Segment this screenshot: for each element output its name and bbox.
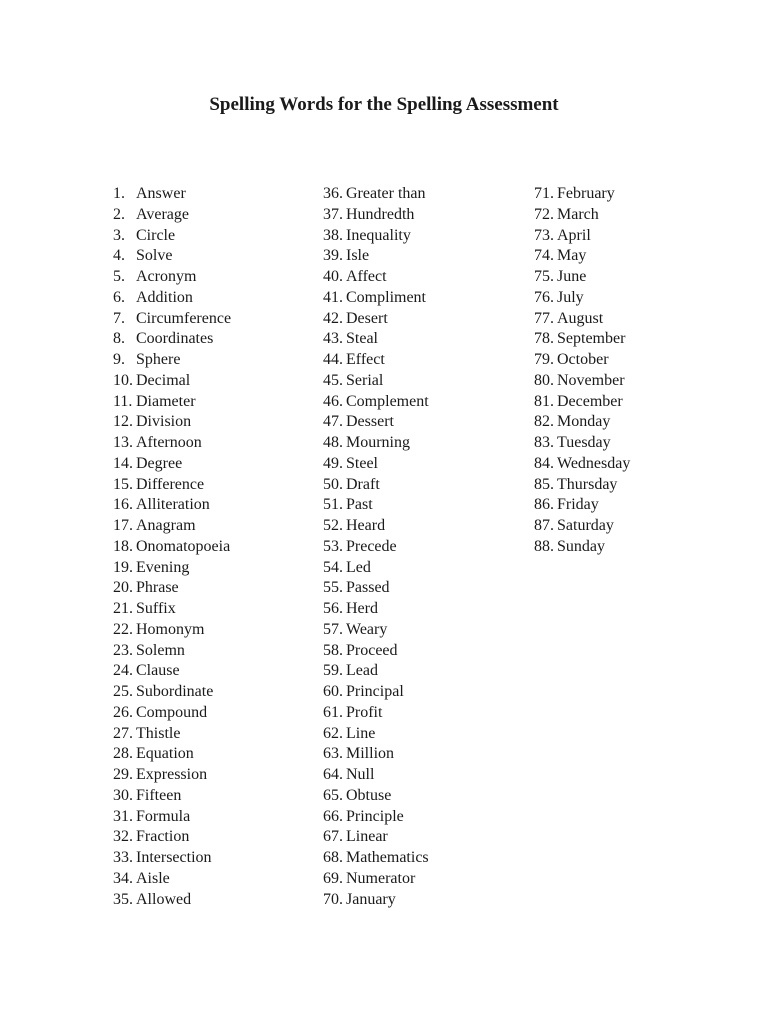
word-number: 63. <box>323 745 343 763</box>
spelling-word-item <box>323 495 429 516</box>
word-number: 21. <box>113 600 133 617</box>
spelling-word: Formula <box>136 807 191 825</box>
word-number: 1. <box>113 185 125 202</box>
spelling-word: Intersection <box>136 849 212 866</box>
spelling-word-item <box>323 765 429 786</box>
word-number: 31. <box>113 807 133 825</box>
spelling-word-item <box>113 205 231 226</box>
spelling-word: Addition <box>136 288 193 306</box>
spelling-word: Solemn <box>136 641 185 659</box>
word-number: 56. <box>323 600 343 617</box>
word-number: 44. <box>323 351 343 368</box>
spelling-word-item <box>534 371 630 392</box>
spelling-word: Mourning <box>346 434 410 451</box>
spelling-word: Circumference <box>136 309 232 327</box>
word-number: 68. <box>323 849 343 866</box>
spelling-word-item <box>534 329 630 350</box>
spelling-word: January <box>346 890 396 908</box>
spelling-word: Steel <box>346 454 378 472</box>
spelling-word: Million <box>346 745 395 763</box>
spelling-word: Diameter <box>136 392 196 410</box>
spelling-word-item <box>113 537 231 558</box>
word-number: 47. <box>323 413 343 431</box>
word-number: 76. <box>534 288 554 306</box>
spelling-word-item <box>323 184 429 205</box>
word-number: 54. <box>323 558 343 576</box>
spelling-word-item <box>534 288 630 309</box>
spelling-word-item <box>113 246 231 267</box>
page-title: Spelling Words for the Spelling Assessment <box>209 94 559 115</box>
word-number: 84. <box>534 454 554 472</box>
word-number: 69. <box>323 869 343 887</box>
word-number: 83. <box>534 434 554 451</box>
spelling-word: Average <box>136 205 189 223</box>
word-number: 35. <box>113 890 133 908</box>
spelling-word: Obtuse <box>346 786 392 804</box>
spelling-word: Desert <box>346 309 388 327</box>
spelling-word-item <box>113 288 231 309</box>
spelling-word: Passed <box>346 579 390 597</box>
spelling-word: Afternoon <box>136 434 202 451</box>
spelling-word: Numerator <box>346 869 416 887</box>
spelling-word: Answer <box>136 185 186 202</box>
word-number: 72. <box>534 205 554 223</box>
word-number: 3. <box>113 226 125 244</box>
spelling-word-item <box>323 433 429 454</box>
spelling-word-item <box>113 329 231 350</box>
spelling-word-item <box>323 392 429 413</box>
spelling-word-item <box>534 537 630 558</box>
spelling-word-item <box>323 682 429 703</box>
spelling-word: Thistle <box>136 724 181 742</box>
spelling-word-item <box>534 205 630 226</box>
word-number: 18. <box>113 537 133 555</box>
spelling-word-item <box>113 703 231 724</box>
spelling-word: Aisle <box>136 869 170 887</box>
spelling-word: Compliment <box>346 288 426 306</box>
word-number: 82. <box>534 413 554 431</box>
spelling-word-item <box>113 827 231 848</box>
spelling-word-item <box>323 599 429 620</box>
spelling-word-item <box>113 184 231 205</box>
spelling-word-item <box>534 475 630 496</box>
spelling-word-item <box>113 661 231 682</box>
spelling-word: Steal <box>346 330 378 348</box>
spelling-word-item <box>113 890 231 911</box>
spelling-word: Thursday <box>557 475 618 493</box>
word-number: 20. <box>113 579 133 597</box>
spelling-word: Weary <box>346 620 388 638</box>
word-number: 46. <box>323 392 343 410</box>
word-column-3 <box>534 184 630 558</box>
spelling-word: Null <box>346 766 375 783</box>
spelling-word-item <box>323 869 429 890</box>
spelling-word: Complement <box>346 392 429 410</box>
spelling-word-item <box>113 309 231 330</box>
spelling-word: Isle <box>346 247 370 265</box>
spelling-word: Profit <box>346 703 383 721</box>
word-number: 64. <box>323 766 343 783</box>
word-number: 70. <box>323 890 343 908</box>
spelling-word-item <box>113 848 231 869</box>
word-number: 85. <box>534 475 554 493</box>
word-number: 11. <box>113 392 133 410</box>
spelling-word: Affect <box>346 268 387 285</box>
spelling-word: Principal <box>346 683 404 700</box>
spelling-word-item <box>113 558 231 579</box>
spelling-word-item <box>113 495 231 516</box>
word-number: 41. <box>323 288 343 306</box>
word-number: 71. <box>534 185 554 202</box>
spelling-word-item <box>323 267 429 288</box>
spelling-word: Acronym <box>136 268 197 285</box>
spelling-word: Precede <box>346 537 397 555</box>
spelling-word-item <box>323 558 429 579</box>
spelling-word-item <box>323 246 429 267</box>
spelling-word: May <box>557 247 587 265</box>
word-number: 62. <box>323 724 343 742</box>
word-number: 51. <box>323 496 343 514</box>
spelling-word: Lead <box>346 662 378 680</box>
word-number: 87. <box>534 517 554 534</box>
spelling-word: Coordinates <box>136 330 214 348</box>
spelling-word: Monday <box>557 413 611 431</box>
spelling-word-item <box>113 392 231 413</box>
word-number: 19. <box>113 558 133 576</box>
spelling-word: Draft <box>346 475 380 493</box>
word-number: 67. <box>323 828 343 846</box>
spelling-word-item <box>323 454 429 475</box>
spelling-word: Degree <box>136 454 183 472</box>
spelling-word-item <box>323 827 429 848</box>
word-number: 13. <box>113 434 133 451</box>
word-number: 42. <box>323 309 343 327</box>
word-number: 33. <box>113 849 133 866</box>
spelling-word-item <box>323 288 429 309</box>
spelling-word-item <box>323 703 429 724</box>
spelling-word-item <box>323 786 429 807</box>
spelling-word: Linear <box>346 828 388 846</box>
spelling-word-item <box>113 433 231 454</box>
spelling-word-item <box>323 412 429 433</box>
word-number: 26. <box>113 703 133 721</box>
word-number: 49. <box>323 454 343 472</box>
word-number: 7. <box>113 309 125 327</box>
word-number: 86. <box>534 496 554 514</box>
spelling-word-item <box>323 848 429 869</box>
spelling-word-item <box>113 578 231 599</box>
spelling-word-item <box>534 350 630 371</box>
spelling-word-item <box>534 392 630 413</box>
spelling-word-item <box>323 516 429 537</box>
spelling-word-item <box>534 184 630 205</box>
spelling-word: December <box>557 392 623 410</box>
spelling-word: Onomatopoeia <box>136 537 231 555</box>
spelling-word-item <box>534 495 630 516</box>
word-number: 77. <box>534 309 554 327</box>
spelling-word-item <box>113 226 231 247</box>
word-number: 25. <box>113 683 133 700</box>
spelling-word-item <box>534 267 630 288</box>
word-number: 4. <box>113 247 125 265</box>
spelling-word-item <box>113 765 231 786</box>
spelling-word: July <box>557 288 584 306</box>
spelling-word-item <box>534 516 630 537</box>
spelling-word: Greater than <box>346 185 426 202</box>
spelling-word: Subordinate <box>136 683 214 700</box>
word-number: 37. <box>323 205 343 223</box>
word-number: 65. <box>323 786 343 804</box>
word-number: 80. <box>534 371 554 389</box>
word-number: 8. <box>113 330 125 348</box>
spelling-word: Allowed <box>136 890 192 908</box>
spelling-word-item <box>113 350 231 371</box>
word-number: 28. <box>113 745 133 763</box>
word-number: 78. <box>534 330 554 348</box>
spelling-word: Herd <box>346 600 378 617</box>
word-number: 29. <box>113 766 133 783</box>
spelling-word: Saturday <box>557 517 614 534</box>
spelling-word-item <box>534 454 630 475</box>
spelling-word: Division <box>136 413 192 431</box>
spelling-word: April <box>557 226 591 244</box>
word-number: 61. <box>323 703 343 721</box>
spelling-word-item <box>113 724 231 745</box>
spelling-word-item <box>113 744 231 765</box>
word-number: 23. <box>113 641 133 659</box>
word-number: 58. <box>323 641 343 659</box>
spelling-word: Expression <box>136 766 208 783</box>
word-number: 74. <box>534 247 554 265</box>
word-number: 75. <box>534 268 554 285</box>
word-number: 66. <box>323 807 343 825</box>
spelling-word-item <box>323 890 429 911</box>
word-number: 2. <box>113 205 125 223</box>
spelling-word-item <box>113 620 231 641</box>
spelling-word: Heard <box>346 517 386 534</box>
spelling-word-item <box>323 537 429 558</box>
spelling-word-item <box>323 724 429 745</box>
word-number: 57. <box>323 620 343 638</box>
spelling-word-item <box>113 786 231 807</box>
word-number: 50. <box>323 475 343 493</box>
spelling-word-item <box>113 454 231 475</box>
spelling-word: Tuesday <box>557 434 611 451</box>
spelling-word: Circle <box>136 226 176 244</box>
spelling-word: Anagram <box>136 517 196 534</box>
spelling-word: March <box>557 205 599 223</box>
spelling-word: Suffix <box>136 600 176 617</box>
spelling-word: Fifteen <box>136 786 182 804</box>
word-number: 15. <box>113 475 133 493</box>
spelling-word: Difference <box>136 475 205 493</box>
word-number: 5. <box>113 268 125 285</box>
spelling-word-item <box>113 869 231 890</box>
spelling-word-item <box>113 412 231 433</box>
word-number: 88. <box>534 537 554 555</box>
spelling-word-item <box>323 578 429 599</box>
spelling-word: Evening <box>136 558 190 576</box>
spelling-word-item <box>113 807 231 828</box>
spelling-word-item <box>113 599 231 620</box>
spelling-word-item <box>323 350 429 371</box>
spelling-word-item <box>534 309 630 330</box>
spelling-word: Dessert <box>346 413 394 431</box>
spelling-word: Clause <box>136 662 180 680</box>
spelling-word: Wednesday <box>557 454 631 472</box>
spelling-word-item <box>534 226 630 247</box>
word-number: 34. <box>113 869 133 887</box>
spelling-word: Mathematics <box>346 849 429 866</box>
word-number: 40. <box>323 268 343 285</box>
spelling-word: Past <box>346 496 373 514</box>
spelling-word: Solve <box>136 247 173 265</box>
spelling-word-item <box>323 661 429 682</box>
spelling-word: Effect <box>346 351 385 368</box>
word-number: 16. <box>113 496 133 514</box>
word-number: 81. <box>534 392 554 410</box>
spelling-word: Equation <box>136 745 194 763</box>
spelling-word-item <box>113 641 231 662</box>
word-number: 59. <box>323 662 343 680</box>
spelling-word: Inequality <box>346 226 411 244</box>
word-number: 48. <box>323 434 343 451</box>
spelling-word-item <box>113 516 231 537</box>
spelling-word: February <box>557 185 615 202</box>
spelling-word: Serial <box>346 371 384 389</box>
spelling-word-item <box>323 744 429 765</box>
word-number: 73. <box>534 226 554 244</box>
word-number: 14. <box>113 454 133 472</box>
spelling-word-item <box>113 475 231 496</box>
spelling-word-item <box>323 371 429 392</box>
spelling-word-item <box>113 267 231 288</box>
word-number: 79. <box>534 351 554 368</box>
spelling-word-item <box>534 412 630 433</box>
word-column-2 <box>323 184 429 910</box>
spelling-word: August <box>557 309 604 327</box>
word-number: 36. <box>323 185 343 202</box>
spelling-word: Homonym <box>136 620 205 638</box>
word-number: 60. <box>323 683 343 700</box>
word-number: 9. <box>113 351 125 368</box>
spelling-word-item <box>323 620 429 641</box>
spelling-word: Sphere <box>136 351 181 368</box>
word-number: 30. <box>113 786 133 804</box>
spelling-word-item <box>534 246 630 267</box>
spelling-word: November <box>557 371 625 389</box>
spelling-word-item <box>113 371 231 392</box>
spelling-word: October <box>557 351 609 368</box>
spelling-word: Led <box>346 558 371 576</box>
spelling-word-item <box>323 475 429 496</box>
spelling-word-item <box>323 641 429 662</box>
word-number: 45. <box>323 371 343 389</box>
spelling-word: Principle <box>346 807 404 825</box>
word-number: 43. <box>323 330 343 348</box>
word-number: 10. <box>113 371 133 389</box>
spelling-word-item <box>323 807 429 828</box>
word-column-1 <box>113 184 231 910</box>
spelling-word: Sunday <box>557 537 605 555</box>
spelling-word: Alliteration <box>136 496 210 514</box>
word-number: 12. <box>113 413 133 431</box>
spelling-word-item <box>323 309 429 330</box>
word-number: 24. <box>113 662 133 680</box>
spelling-word: Friday <box>557 496 599 514</box>
word-number: 52. <box>323 517 343 534</box>
spelling-word: Fraction <box>136 828 190 846</box>
spelling-word-item <box>113 682 231 703</box>
spelling-word-item <box>534 433 630 454</box>
spelling-word: Hundredth <box>346 205 415 223</box>
spelling-word: Line <box>346 724 376 742</box>
spelling-word: Phrase <box>136 579 179 597</box>
word-number: 22. <box>113 620 133 638</box>
spelling-word-item <box>323 205 429 226</box>
spelling-word: June <box>557 268 587 285</box>
spelling-word: Decimal <box>136 371 191 389</box>
word-number: 6. <box>113 288 125 306</box>
word-number: 27. <box>113 724 133 742</box>
spelling-word-item <box>323 329 429 350</box>
word-number: 17. <box>113 517 133 534</box>
spelling-word: September <box>557 330 626 348</box>
word-number: 39. <box>323 247 343 265</box>
spelling-word: Proceed <box>346 641 398 659</box>
word-number: 55. <box>323 579 343 597</box>
word-number: 38. <box>323 226 343 244</box>
word-number: 53. <box>323 537 343 555</box>
spelling-word-item <box>323 226 429 247</box>
spelling-word: Compound <box>136 703 208 721</box>
word-number: 32. <box>113 828 133 846</box>
